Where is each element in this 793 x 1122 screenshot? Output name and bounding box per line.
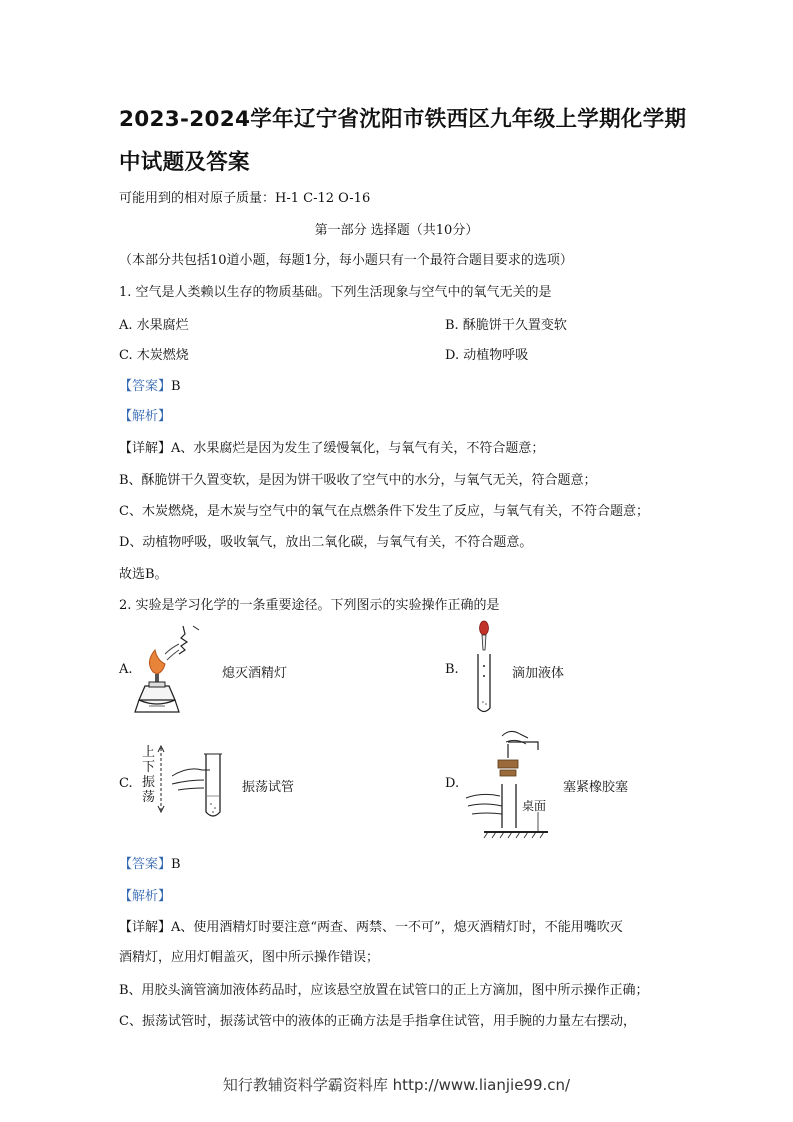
q1-option-c: C. 木炭燃烧	[119, 348, 189, 363]
shake-label-shake-2: 荡	[142, 790, 156, 805]
q2-detail-text-1: A、使用酒精灯时要注意“两查、两禁、一不可”，熄灭酒精灯时，不能用嘴吹灭	[171, 920, 623, 935]
q1-detail-tag: 【详解】	[119, 441, 172, 456]
q2-answer-tag: 【答案】	[119, 857, 172, 872]
q2-detail-4: C、振荡试管时，振荡试管中的液体的正确方法是手指拿住试管，用手腕的力量左右摆动，	[119, 1014, 636, 1029]
q1-detail-1	[119, 437, 544, 456]
q1-detail-4: D、动植物呼吸，吸收氧气，放出二氧化碳，与氧气有关，不符合题意。	[119, 535, 533, 550]
q2-option-d-caption: 塞紧橡胶塞	[563, 780, 629, 795]
q1-analysis-label: 【解析】	[119, 409, 172, 424]
shake-test-tube-figure	[158, 746, 228, 822]
q1-option-b: B. 酥脆饼干久置变软	[445, 318, 567, 333]
q2-option-c-letter: C.	[119, 776, 133, 791]
q2-stem: 2. 实验是学习化学的一条重要途径。下列图示的实验操作正确的是	[119, 598, 500, 613]
q2-analysis-tag	[119, 885, 171, 904]
atomic-masses: 可能用到的相对原子质量：H-1 C-12 O-16	[119, 191, 371, 206]
section-note: （本部分共包括10道小题，每题1分，每小题只有一个最符合题目要求的选项）	[119, 253, 573, 268]
q1-answer-tag: 【答案】	[119, 379, 172, 394]
shake-direction-label	[142, 745, 156, 805]
stopper-insertion-figure	[462, 728, 562, 840]
shake-label-up: 上	[142, 745, 156, 760]
q1-detail-2: B、酥脆饼干久置变软，是因为饼干吸收了空气中的水分，与氧气无关，符合题意；	[119, 473, 597, 488]
document-title: 2023-2024学年辽宁省沈阳市铁西区九年级上学期化学期中试题及答案	[119, 107, 687, 175]
q1-analysis-tag	[119, 405, 171, 424]
q2-answer	[119, 853, 181, 872]
q2-option-a-caption: 熄灭酒精灯	[222, 666, 288, 681]
footer-watermark-link[interactable]: 知行教辅资料学霸资料库 http://www.lianjie99.cn/	[222, 1076, 571, 1094]
q2-detail-2: 酒精灯，应用灯帽盖灭，图中所示操作错误；	[119, 950, 380, 965]
q2-detail-3: B、用胶头滴管滴加液体药品时，应该悬空放置在试管口的正上方滴加，图中所示操作正确；	[119, 983, 649, 998]
q2-option-c-caption: 振荡试管	[242, 780, 295, 795]
q2-detail-tag: 【详解】	[119, 920, 172, 935]
q1-stem: 1. 空气是人类赖以生存的物质基础。下列生活现象与空气中的氧气无关的是	[119, 285, 552, 300]
q2-analysis-label: 【解析】	[119, 889, 172, 904]
q1-option-d: D. 动植物呼吸	[445, 348, 529, 363]
q2-answer-value: B	[171, 857, 181, 872]
table-surface-label: 桌面	[522, 799, 547, 813]
shake-label-down: 下	[142, 760, 156, 775]
q1-answer-value: B	[171, 379, 181, 394]
q2-option-a-letter: A.	[119, 662, 133, 677]
dropper-test-tube-figure	[474, 618, 498, 718]
q1-detail-text-1: A、水果腐烂是因为发生了缓慢氧化，与氧气有关，不符合题意；	[171, 441, 545, 456]
q2-option-b-letter: B.	[445, 662, 459, 677]
q2-option-d-letter: D.	[445, 776, 460, 791]
shake-label-shake-1: 振	[142, 775, 156, 790]
alcohol-lamp-blow-figure	[135, 620, 225, 720]
q2-detail-1	[119, 916, 623, 935]
q1-answer	[119, 375, 181, 394]
q2-option-b-caption: 滴加液体	[512, 666, 565, 681]
q1-conclusion: 故选B。	[119, 567, 168, 582]
q1-option-a: A. 水果腐烂	[119, 318, 189, 333]
q1-detail-3: C、木炭燃烧，是木炭与空气中的氧气在点燃条件下发生了反应，与氧气有关，不符合题意；	[119, 504, 649, 519]
section-heading: 第一部分 选择题（共10分）	[314, 223, 479, 238]
